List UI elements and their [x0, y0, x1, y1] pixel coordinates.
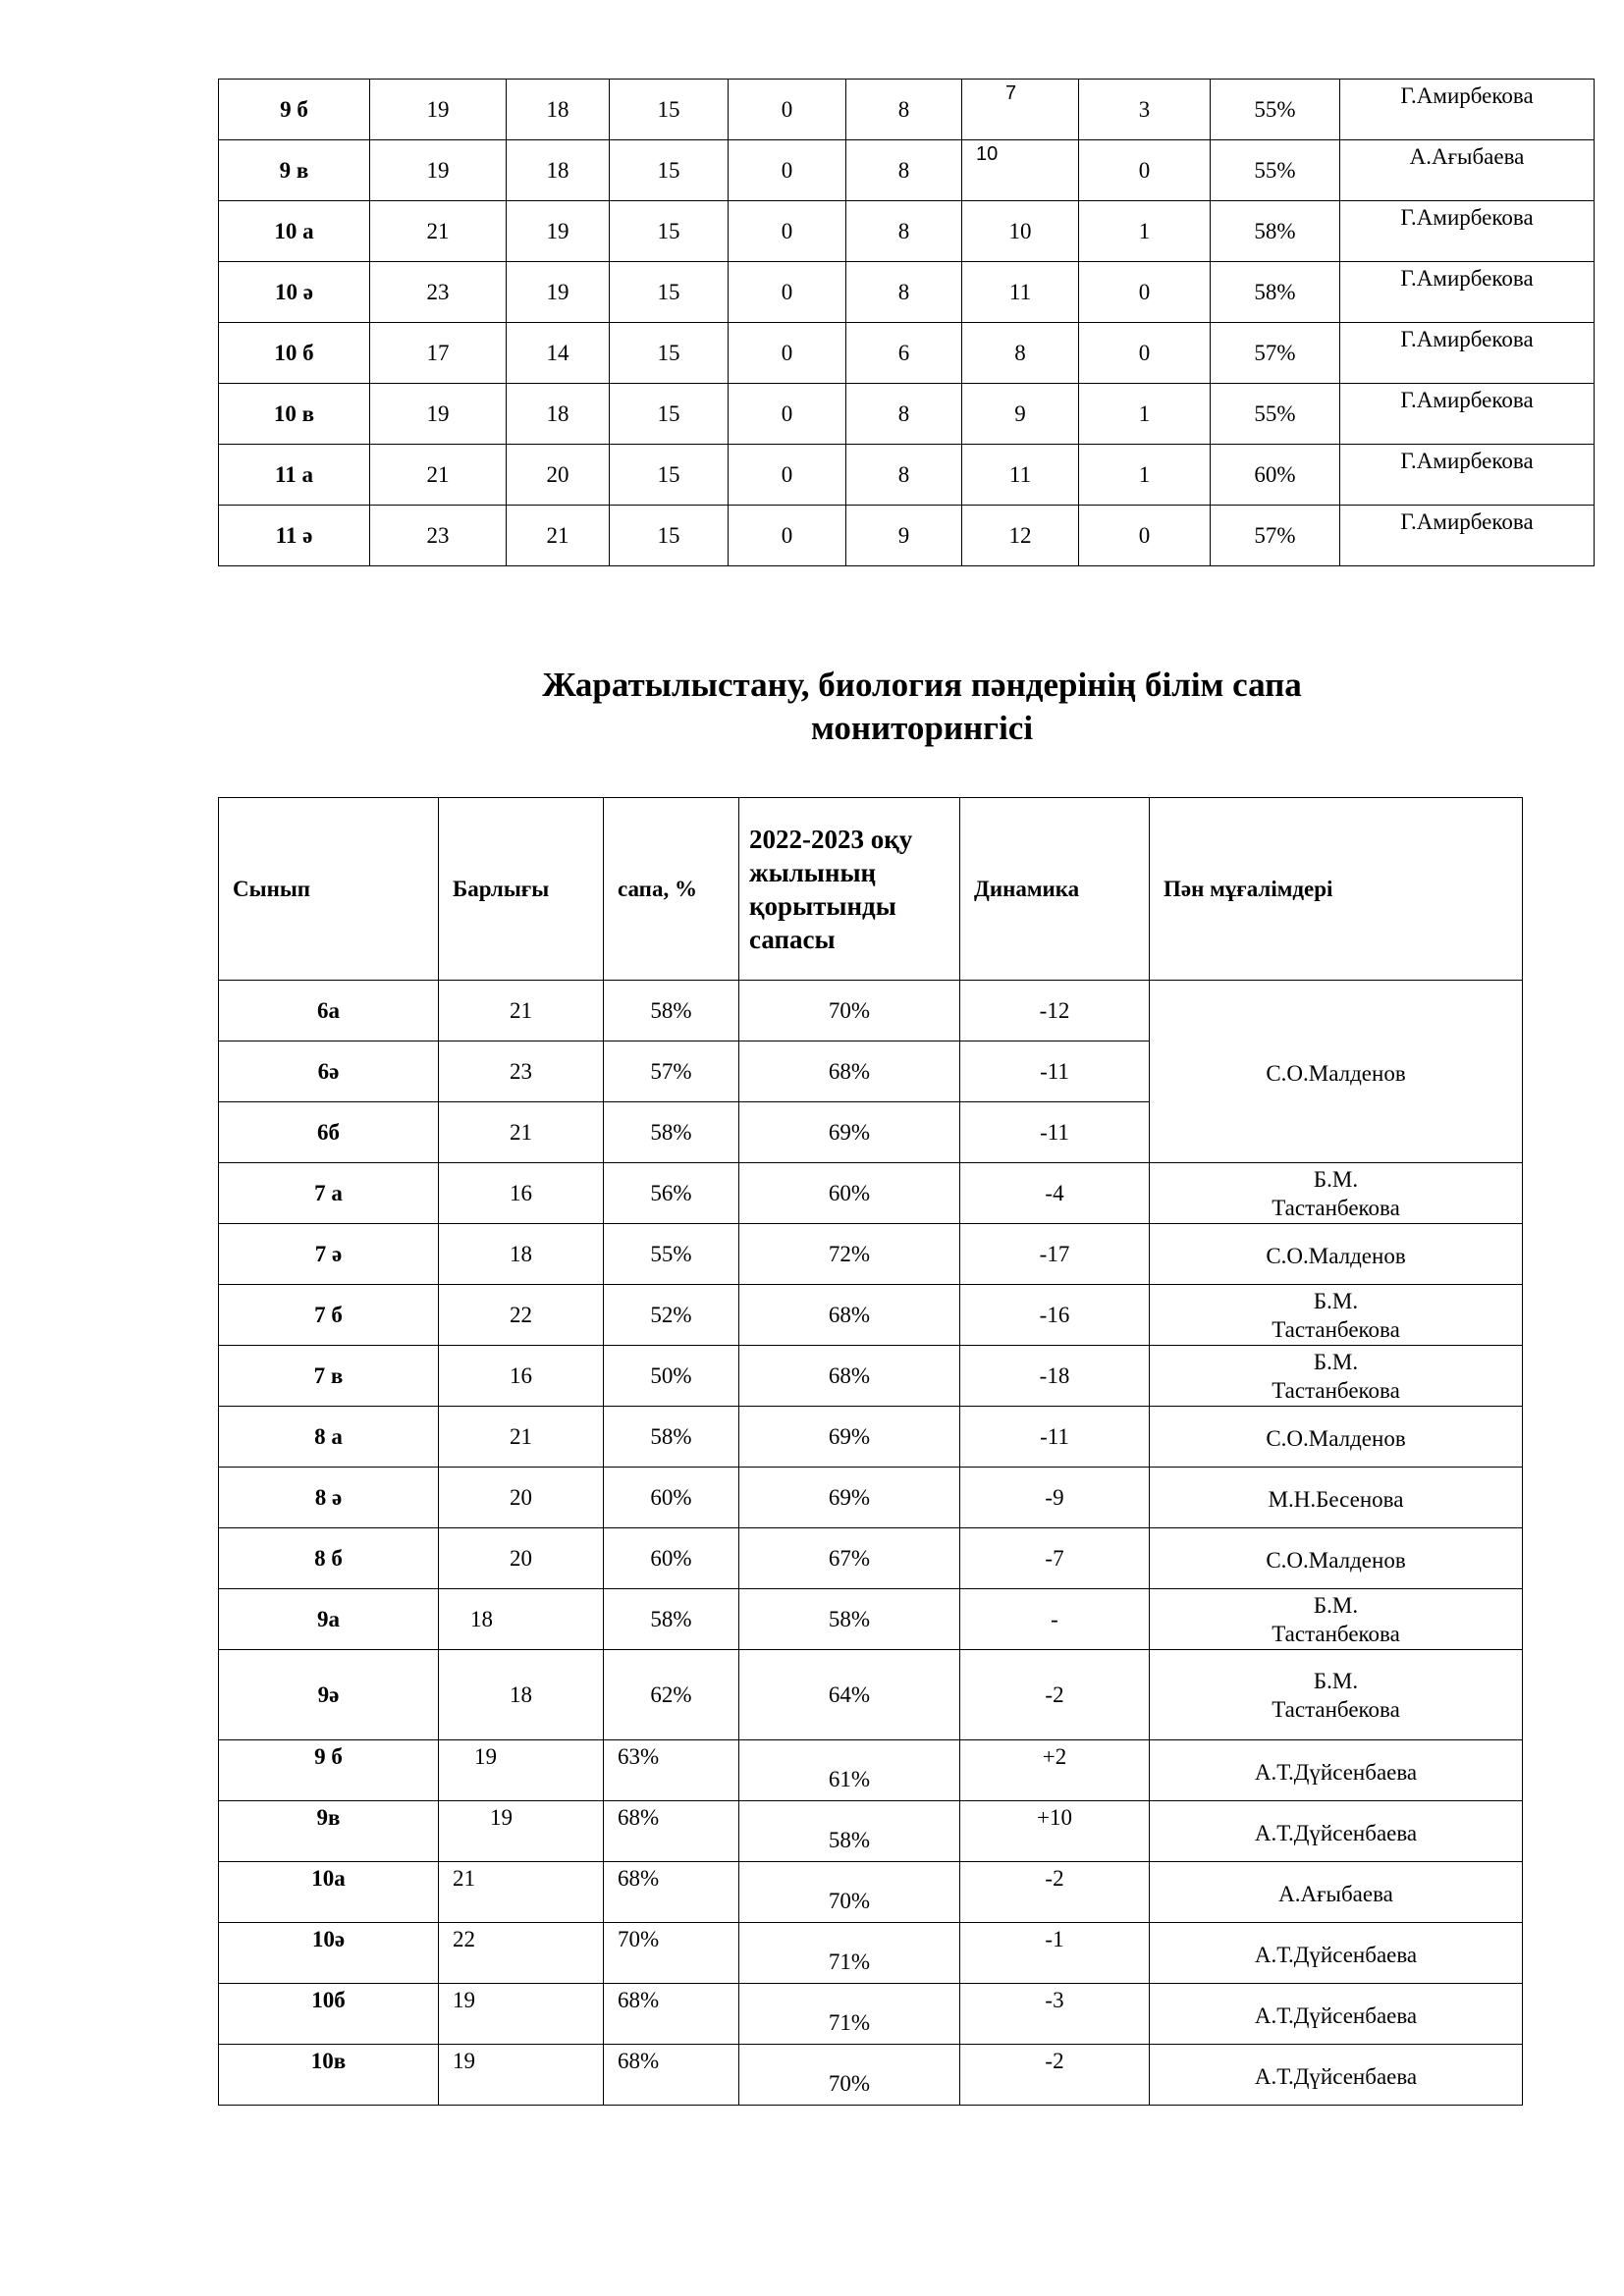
teacher-initials: Б.М.	[1313, 1166, 1359, 1192]
class-cell: 9ә	[219, 1650, 439, 1740]
value-cell: 19	[370, 384, 507, 445]
class-cell: 8 ә	[219, 1468, 439, 1528]
value-cell: 18	[507, 80, 610, 140]
teacher-cell: Г.Амирбекова	[1340, 384, 1595, 445]
section-title-line: мониторингісі	[810, 709, 1034, 747]
value-cell: 14	[507, 323, 610, 384]
class-cell: 7 ә	[219, 1224, 439, 1285]
value-cell: 19	[370, 80, 507, 140]
dynamics-cell: -3	[960, 1984, 1150, 2045]
value-cell: 18	[507, 384, 610, 445]
quality-cell: 50%	[604, 1346, 739, 1407]
prev-quality-cell: 60%	[739, 1163, 960, 1224]
class-cell: 7 б	[219, 1285, 439, 1346]
dynamics-cell: -11	[960, 1102, 1150, 1163]
teacher-cell	[1150, 1285, 1523, 1346]
value-cell: 8	[846, 140, 962, 201]
value-cell: 21	[507, 506, 610, 566]
header-teachers: Пән мұғалімдері	[1150, 798, 1523, 981]
dynamics-cell: -9	[960, 1468, 1150, 1528]
teacher-cell: А.Т.Дүйсенбаева	[1150, 2045, 1523, 2106]
teacher-surname: Тастанбекова	[1272, 1195, 1400, 1220]
table-row	[219, 981, 1523, 1041]
class-cell: 10 а	[219, 201, 370, 262]
header-class: Сынып	[219, 798, 439, 981]
value-cell: 8	[846, 445, 962, 506]
table-row	[219, 1650, 1523, 1740]
quality-cell: 63%	[604, 1740, 739, 1801]
table-row	[219, 323, 1595, 384]
dynamics-cell: -18	[960, 1346, 1150, 1407]
value-cell: 21	[370, 201, 507, 262]
quality-cell: 57%	[604, 1041, 739, 1102]
percent-cell: 55%	[1211, 80, 1340, 140]
value-cell: 0	[729, 140, 846, 201]
class-cell: 7 в	[219, 1346, 439, 1407]
value-cell: 6	[846, 323, 962, 384]
quality-cell: 60%	[604, 1528, 739, 1589]
teacher-cell: Г.Амирбекова	[1340, 445, 1595, 506]
table-row	[219, 445, 1595, 506]
prev-quality-cell: 67%	[739, 1528, 960, 1589]
class-cell: 8 б	[219, 1528, 439, 1589]
header-prev-year: 2022-2023 оқу жылының қорытынды сапасы	[739, 798, 960, 981]
value-cell: 8	[846, 80, 962, 140]
total-cell: 19	[439, 1984, 604, 2045]
prev-quality-cell: 64%	[739, 1650, 960, 1740]
class-cell: 10ә	[219, 1923, 439, 1984]
section-title	[218, 664, 1624, 750]
table-row	[219, 1984, 1523, 2045]
value-cell: 20	[507, 445, 610, 506]
value-cell: 8	[846, 384, 962, 445]
value-cell: 15	[610, 262, 729, 323]
dynamics-cell: -2	[960, 1650, 1150, 1740]
value-cell: 15	[610, 445, 729, 506]
value-cell: 15	[610, 323, 729, 384]
value-cell: 8	[846, 201, 962, 262]
value-cell: 1	[1079, 201, 1211, 262]
class-cell: 11 ә	[219, 506, 370, 566]
table-row	[219, 384, 1595, 445]
value-cell: 15	[610, 384, 729, 445]
total-cell: 20	[439, 1528, 604, 1589]
total-cell: 18	[439, 1224, 604, 1285]
dynamics-cell: -1	[960, 1923, 1150, 1984]
class-cell: 10 б	[219, 323, 370, 384]
header-dynamics: Динамика	[960, 798, 1150, 981]
value-cell: 23	[370, 262, 507, 323]
dynamics-cell: -7	[960, 1528, 1150, 1589]
top-results-table	[218, 79, 1595, 566]
dynamics-cell: -4	[960, 1163, 1150, 1224]
total-cell: 21	[439, 981, 604, 1041]
class-cell: 10б	[219, 1984, 439, 2045]
teacher-cell: А.Т.Дүйсенбаева	[1150, 1740, 1523, 1801]
quality-cell: 58%	[604, 1589, 739, 1650]
prev-quality-cell: 58%	[739, 1589, 960, 1650]
teacher-cell: А.Т.Дүйсенбаева	[1150, 1923, 1523, 1984]
class-cell: 10 в	[219, 384, 370, 445]
teacher-cell	[1150, 1650, 1523, 1740]
prev-quality-cell: 70%	[739, 2045, 960, 2106]
prev-quality-cell: 68%	[739, 1346, 960, 1407]
value-cell: 1	[1079, 445, 1211, 506]
teacher-cell	[1150, 1163, 1523, 1224]
table-row	[219, 1528, 1523, 1589]
prev-quality-cell: 70%	[739, 1862, 960, 1923]
total-cell: 16	[439, 1163, 604, 1224]
header-quality	[604, 798, 739, 981]
total-cell: 18	[439, 1650, 604, 1740]
teacher-cell: С.О.Малденов	[1150, 1407, 1523, 1468]
table-row	[219, 1346, 1523, 1407]
class-cell: 7 а	[219, 1163, 439, 1224]
value-cell: 8	[962, 323, 1079, 384]
section-title-line: Жаратылыстану, биология пәндерінің білім сапа	[542, 666, 1302, 704]
table-row	[219, 1163, 1523, 1224]
quality-cell: 62%	[604, 1650, 739, 1740]
percent-cell: 58%	[1211, 201, 1340, 262]
class-cell: 8 а	[219, 1407, 439, 1468]
prev-quality-cell: 69%	[739, 1468, 960, 1528]
teacher-initials: Б.М.	[1313, 1592, 1359, 1618]
table-row	[219, 1923, 1523, 1984]
teacher-surname: Тастанбекова	[1272, 1316, 1400, 1342]
teacher-cell: Г.Амирбекова	[1340, 323, 1595, 384]
value-cell: 10	[962, 201, 1079, 262]
percent-cell: 60%	[1211, 445, 1340, 506]
class-cell: 10в	[219, 2045, 439, 2106]
total-cell: 21	[439, 1407, 604, 1468]
class-cell: 9а	[219, 1589, 439, 1650]
quality-cell: 60%	[604, 1468, 739, 1528]
prev-quality-cell: 69%	[739, 1407, 960, 1468]
quality-cell: 68%	[604, 1984, 739, 2045]
class-cell: 9 б	[219, 1740, 439, 1801]
value-cell: 3	[1079, 80, 1211, 140]
total-cell: 22	[439, 1285, 604, 1346]
table-row	[219, 80, 1595, 140]
class-cell: 6ә	[219, 1041, 439, 1102]
class-cell: 9 в	[219, 140, 370, 201]
table-row	[219, 1862, 1523, 1923]
table-row	[219, 140, 1595, 201]
teacher-initials: Б.М.	[1313, 1288, 1359, 1313]
value-cell: 0	[729, 506, 846, 566]
quality-cell: 58%	[604, 1102, 739, 1163]
total-cell: 21	[439, 1862, 604, 1923]
table-row	[219, 1285, 1523, 1346]
dynamics-cell: -17	[960, 1224, 1150, 1285]
value-cell: 15	[610, 506, 729, 566]
value-cell: 19	[507, 201, 610, 262]
total-cell: 20	[439, 1468, 604, 1528]
dynamics-cell: -16	[960, 1285, 1150, 1346]
quality-cell: 70%	[604, 1923, 739, 1984]
header-total: Барлығы	[439, 798, 604, 981]
teacher-cell: С.О.Малденов	[1150, 981, 1523, 1163]
prev-quality-cell: 68%	[739, 1041, 960, 1102]
table-row	[219, 1468, 1523, 1528]
dynamics-cell: -12	[960, 981, 1150, 1041]
biology-monitoring-table	[218, 797, 1523, 2106]
table-row	[219, 1407, 1523, 1468]
total-cell: 23	[439, 1041, 604, 1102]
class-cell: 6б	[219, 1102, 439, 1163]
prev-quality-cell: 71%	[739, 1984, 960, 2045]
total-cell: 18	[439, 1589, 604, 1650]
value-cell: 0	[729, 323, 846, 384]
value-cell: 0	[729, 445, 846, 506]
value-cell: 9	[962, 384, 1079, 445]
teacher-initials: Б.М.	[1313, 1668, 1359, 1693]
teacher-cell: А.Ағыбаева	[1340, 140, 1595, 201]
teacher-surname: Тастанбекова	[1272, 1621, 1400, 1646]
value-cell: 9	[846, 506, 962, 566]
value-cell: 0	[729, 201, 846, 262]
teacher-cell: А.Ағыбаева	[1150, 1862, 1523, 1923]
value-cell: 10	[962, 140, 1079, 201]
value-cell: 11	[962, 262, 1079, 323]
teacher-surname: Тастанбекова	[1272, 1377, 1400, 1403]
percent-cell: 57%	[1211, 323, 1340, 384]
total-cell: 16	[439, 1346, 604, 1407]
teacher-cell: Г.Амирбекова	[1340, 506, 1595, 566]
table-row	[219, 1589, 1523, 1650]
class-cell: 9 б	[219, 80, 370, 140]
table-row	[219, 506, 1595, 566]
value-cell: 0	[729, 262, 846, 323]
value-cell: 8	[846, 262, 962, 323]
value-cell: 1	[1079, 384, 1211, 445]
prev-quality-cell: 58%	[739, 1801, 960, 1862]
teacher-cell: А.Т.Дүйсенбаева	[1150, 1801, 1523, 1862]
dynamics-cell: -2	[960, 1862, 1150, 1923]
header-row	[219, 798, 1523, 981]
total-cell: 19	[439, 2045, 604, 2106]
value-cell: 17	[370, 323, 507, 384]
quality-cell: 56%	[604, 1163, 739, 1224]
dynamics-cell: +2	[960, 1740, 1150, 1801]
value-cell: 15	[610, 201, 729, 262]
prev-quality-cell: 68%	[739, 1285, 960, 1346]
percent-cell: 55%	[1211, 140, 1340, 201]
total-cell: 22	[439, 1923, 604, 1984]
dynamics-cell: -11	[960, 1407, 1150, 1468]
class-cell: 9в	[219, 1801, 439, 1862]
prev-quality-cell: 72%	[739, 1224, 960, 1285]
value-cell: 0	[1079, 140, 1211, 201]
header-quality-label: сапа, %	[618, 876, 697, 901]
quality-cell: 58%	[604, 1407, 739, 1468]
prev-quality-cell: 69%	[739, 1102, 960, 1163]
dynamics-cell: -	[960, 1589, 1150, 1650]
table-row	[219, 201, 1595, 262]
total-cell: 21	[439, 1102, 604, 1163]
value-cell: 0	[729, 80, 846, 140]
dynamics-cell: -2	[960, 2045, 1150, 2106]
value-cell: 0	[1079, 323, 1211, 384]
value-cell: 19	[370, 140, 507, 201]
quality-cell: 58%	[604, 981, 739, 1041]
quality-cell: 52%	[604, 1285, 739, 1346]
table-row	[219, 1801, 1523, 1862]
value-cell: 15	[610, 140, 729, 201]
percent-cell: 58%	[1211, 262, 1340, 323]
teacher-cell: А.Т.Дүйсенбаева	[1150, 1984, 1523, 2045]
class-cell: 10а	[219, 1862, 439, 1923]
total-cell: 19	[439, 1801, 604, 1862]
teacher-surname: Тастанбекова	[1272, 1696, 1400, 1722]
teacher-cell: Г.Амирбекова	[1340, 201, 1595, 262]
class-cell: 11 а	[219, 445, 370, 506]
teacher-cell: С.О.Малденов	[1150, 1224, 1523, 1285]
value-cell: 23	[370, 506, 507, 566]
table-row	[219, 262, 1595, 323]
teacher-cell: Г.Амирбекова	[1340, 262, 1595, 323]
value-cell: 7	[962, 80, 1079, 140]
class-cell: 6а	[219, 981, 439, 1041]
value-cell: 21	[370, 445, 507, 506]
dynamics-cell: +10	[960, 1801, 1150, 1862]
prev-quality-cell: 70%	[739, 981, 960, 1041]
table-row	[219, 1740, 1523, 1801]
teacher-cell	[1150, 1346, 1523, 1407]
teacher-cell: Г.Амирбекова	[1340, 80, 1595, 140]
value-cell: 11	[962, 445, 1079, 506]
value-cell: 0	[1079, 262, 1211, 323]
value-cell: 19	[507, 262, 610, 323]
teacher-cell	[1150, 1589, 1523, 1650]
value-cell: 18	[507, 140, 610, 201]
table-row	[219, 2045, 1523, 2106]
percent-cell: 55%	[1211, 384, 1340, 445]
total-cell: 19	[439, 1740, 604, 1801]
quality-cell: 68%	[604, 2045, 739, 2106]
prev-quality-cell: 61%	[739, 1740, 960, 1801]
class-cell: 10 ә	[219, 262, 370, 323]
value-cell: 15	[610, 80, 729, 140]
percent-cell: 57%	[1211, 506, 1340, 566]
teacher-cell: М.Н.Бесенова	[1150, 1468, 1523, 1528]
dynamics-cell: -11	[960, 1041, 1150, 1102]
prev-quality-cell: 71%	[739, 1923, 960, 1984]
table-row	[219, 1224, 1523, 1285]
value-cell: 0	[1079, 506, 1211, 566]
value-cell: 12	[962, 506, 1079, 566]
quality-cell: 55%	[604, 1224, 739, 1285]
value-cell: 0	[729, 384, 846, 445]
teacher-cell: С.О.Малденов	[1150, 1528, 1523, 1589]
quality-cell: 68%	[604, 1801, 739, 1862]
teacher-initials: Б.М.	[1313, 1349, 1359, 1374]
quality-cell: 68%	[604, 1862, 739, 1923]
